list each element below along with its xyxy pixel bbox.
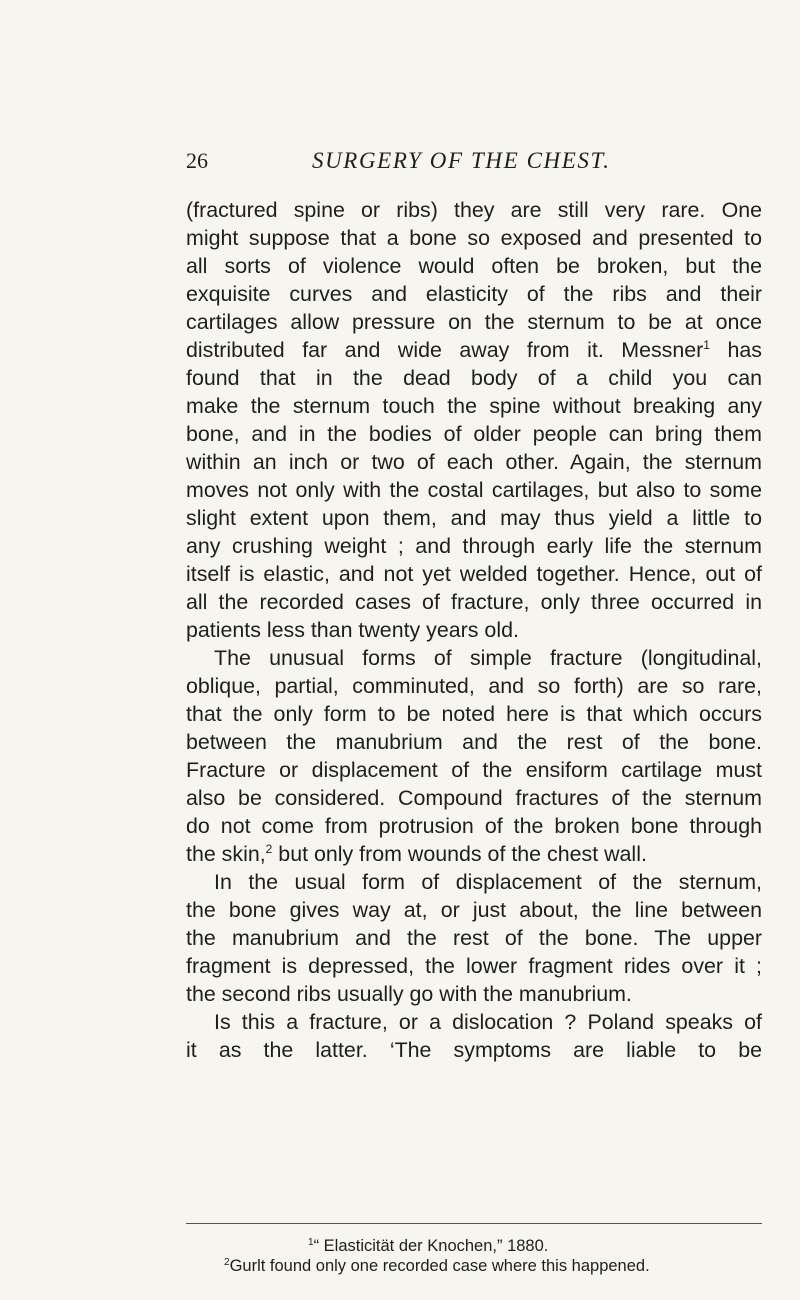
text-line xyxy=(186,196,762,224)
text-line-main: oblique, partial, comminuted, and so forth) are so rare, xyxy=(186,674,762,698)
text-line-main: between the manubrium and the rest of the bone. xyxy=(186,730,762,754)
text-line-continuation: but only from wounds of the chest wall. xyxy=(272,842,647,866)
text-line-main: the second ribs usually go with the manubrium. xyxy=(186,982,632,1006)
text-line-main: all sorts of violence would often be broken, but the xyxy=(186,254,762,278)
text-line-main: all the recorded cases of fracture, only three occurred in xyxy=(186,590,762,614)
text-line-main: slight extent upon them, and may thus yield a little to xyxy=(186,506,762,530)
text-line xyxy=(186,308,762,336)
text-line xyxy=(186,784,762,812)
text-line xyxy=(186,476,762,504)
text-line xyxy=(186,952,762,980)
text-line xyxy=(186,588,762,616)
text-line xyxy=(186,756,762,784)
footnote-reference: 2 xyxy=(265,842,273,856)
text-line-main: patients less than twenty years old. xyxy=(186,618,519,642)
text-line-main: fragment is depressed, the lower fragment rides over it ; xyxy=(186,954,762,978)
text-line xyxy=(186,616,762,644)
text-line xyxy=(186,812,762,840)
page-header xyxy=(186,148,766,178)
text-line xyxy=(186,280,762,308)
footnote-1 xyxy=(308,1236,548,1256)
text-line xyxy=(186,700,762,728)
text-line xyxy=(186,224,762,252)
text-line-main: might suppose that a bone so exposed and presented to xyxy=(186,226,762,250)
body-text xyxy=(186,196,762,1064)
footnote-2-mark: 2 xyxy=(224,1257,230,1268)
text-line xyxy=(186,532,762,560)
text-line xyxy=(186,560,762,588)
text-line-main: Fracture or displacement of the ensiform cartilage must xyxy=(186,758,762,782)
text-line-main: bone, and in the bodies of older people can bring them xyxy=(186,422,762,446)
text-line xyxy=(186,392,762,420)
text-line-main: cartilages allow pressure on the sternum to be at once xyxy=(186,310,762,334)
text-line-main: any crushing weight ; and through early life the sternum xyxy=(186,534,762,558)
text-line-main: it as the latter. ‘The symptoms are liable to be xyxy=(186,1038,762,1062)
text-line xyxy=(186,840,762,868)
text-line xyxy=(186,644,762,672)
text-line xyxy=(186,672,762,700)
text-line-main: In the usual form of displacement of the sternum, xyxy=(214,870,762,894)
text-line-main: Is this a fracture, or a dislocation ? Poland speaks of xyxy=(214,1010,762,1034)
text-line-main: the manubrium and the rest of the bone. The upper xyxy=(186,926,762,950)
text-line-main: also be considered. Compound fractures of the sternum xyxy=(186,786,762,810)
footnote-reference: 1 xyxy=(703,338,710,352)
text-line xyxy=(186,1036,762,1064)
text-line xyxy=(186,448,762,476)
text-line xyxy=(186,868,762,896)
footnote-rule xyxy=(186,1223,762,1224)
text-line-main: exquisite curves and elasticity of the ribs and their xyxy=(186,282,762,306)
running-title: SURGERY OF THE CHEST. xyxy=(312,148,611,173)
footnote-1-mark: 1 xyxy=(308,1237,314,1248)
footnote-1-text: “ Elasticität der Knochen,” 1880. xyxy=(313,1237,549,1255)
text-line-main: within an inch or two of each other. Again, the sternum xyxy=(186,450,762,474)
text-line-main: distributed far and wide away from it. Messner xyxy=(186,338,704,362)
text-line-main: itself is elastic, and not yet welded together. Hence, out of xyxy=(186,562,762,586)
text-line xyxy=(186,896,762,924)
text-line xyxy=(186,252,762,280)
footnote-2-text: Gurlt found only one recorded case where this happened. xyxy=(229,1257,650,1275)
text-line xyxy=(186,980,762,1008)
text-line-main: found that in the dead body of a child you can xyxy=(186,366,762,390)
text-line-main: the skin, xyxy=(186,842,266,866)
text-line xyxy=(186,1008,762,1036)
text-line xyxy=(186,336,762,364)
text-line xyxy=(186,504,762,532)
text-line-main: that the only form to be noted here is that which occurs xyxy=(186,702,762,726)
text-line xyxy=(186,364,762,392)
text-line-continuation: has xyxy=(709,338,762,362)
text-line xyxy=(186,728,762,756)
text-line-main: moves not only with the costal cartilages, but also to some xyxy=(186,478,762,502)
footnote-2 xyxy=(224,1256,650,1276)
text-line-main: make the sternum touch the spine without breaking any xyxy=(186,394,762,418)
text-line xyxy=(186,420,762,448)
text-line-main: do not come from protrusion of the broken bone through xyxy=(186,814,762,838)
text-line xyxy=(186,924,762,952)
page-number: 26 xyxy=(186,148,208,173)
text-line-main: the bone gives way at, or just about, the line between xyxy=(186,898,762,922)
text-line-main: The unusual forms of simple fracture (longitudinal, xyxy=(214,646,762,670)
text-line-main: (fractured spine or ribs) they are still very rare. One xyxy=(186,198,762,222)
